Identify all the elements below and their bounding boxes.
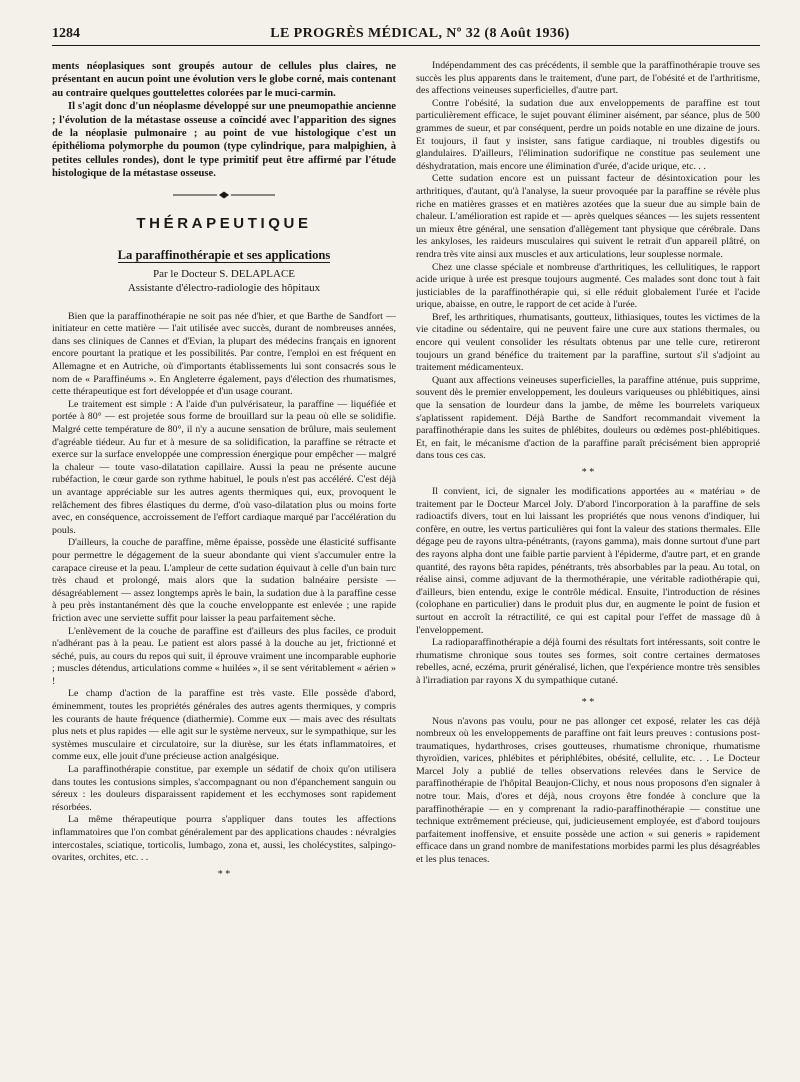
- article-paragraph: Il convient, ici, de signaler les modifications apportées au « matériau » de traitement par le Docteur Marcel Joly. D'abord l'incorporation à la paraffine de sels radioactifs divers, tout en lui laissant les propriétés que nous venons d'indiquer, lui confère, en outre, les vertus particulières qui font la valeur des stations thermales. Elle dégage peu de rayons ultra-pénétrants, (rayons gamma), mais donne surtout d'une part des rayons alpha dont une faible partie parvient à l'épiderme, d'autre part, et en grande quantité, des rayons bêta rapides, pénétrants, très absorbables par la peau. Au total, on réalise ainsi, comme adjuvant de la thermothérapie, une véritable radiothérapie qui, d'ailleurs, bien entendu, exige le contrôle médical. Ensuite, l'introduction de résines (colophane en particulier) dans le produit plus dur, en augmente le point de fusion et surtout en accroît la rétractilité, ce qui est capital pour l'effet de massage dû à l'enveloppement.: [416, 486, 760, 636]
- author-affiliation: Assistante d'électro-radiologie des hôpitaux: [127, 281, 321, 294]
- article-paragraph: Bref, les arthritiques, rhumatisants, goutteux, lithiasiques, toutes les victimes de la vie citadine ou sédentaire, qui ne peuvent faire une cure aux stations thermales, ou encore qui veulent consolider les résultats obtenus par une telle cure, retireront toujours un grand bénéfice du traitement par la paraffine, surtout s'il s'adjoint au traitement médicamenteux.: [416, 311, 760, 374]
- article-paragraph: Cette sudation encore est un puissant facteur de désintoxication pour les arthritiques, d'autant, qu'à l'analyse, la sueur provoquée par la paraffine se révèle plus riche en matières grasses et en matières azotées que la sueur due au simple bain de chaleur. L'amélioration est rapide et — après quelques séances — les sujets ressentent un mieux être général, une sensation d'allègement tant physique que cérébrale. Dans les ankyloses, les raideurs musculaires qui suivent le retrait d'un appareil plâtré, on rendra très vite ainsi aux muscles et aux articulations, leur souplesse normale.: [416, 173, 760, 260]
- text-columns: [52, 60, 760, 1066]
- article-paragraph: L'enlèvement de la couche de paraffine est d'ailleurs des plus faciles, ce produit n'adhérant pas à la peau. Le patient est alors passé à la douche au jet, frictionné et séché, puis, au cours du repos qui suit, il éprouve vraiment une incomparable euphorie ; muscles détendus, articulations comme « huilées », il se sent véritablement « aérien » !: [52, 625, 396, 687]
- right-column: [416, 60, 760, 1066]
- article-title: La paraffinothérapie et ses applications: [117, 247, 331, 262]
- page-header: [52, 20, 760, 46]
- author-line: Par le Docteur S. DELAPLACE: [152, 267, 296, 280]
- article-paragraph: D'ailleurs, la couche de paraffine, même épaisse, possède une élasticité suffisante pour permettre le dégagement de la sueur abondante qui vient s'accumuler entre la carapace cireuse et la peau. L'ampleur de cette sudation équivaut à celle d'un bain turc très chaud et prolongé, mais alors que la sudation balnéaire persiste — désagréablement — assez longtemps après le bain, la sudation due à la paraffine cesse à peu près instantanément dès que la couche enveloppante est enlevée ; une rapide friction avec une serviette suffit pour laisser la peau parfaitement sèche.: [52, 537, 396, 624]
- article-paragraph: La paraffinothérapie constitue, par exemple un sédatif de choix qu'on utilisera dans toutes les contusions simples, s'accompagnant ou non d'épanchement sanguin ou séreux : les douleurs disparaissent rapidement et les ecchymoses sont rapidement résorbées.: [52, 764, 396, 813]
- section-stars: * *: [581, 696, 595, 708]
- continued-paragraph-2: Il s'agit donc d'un néoplasme développé sur une pneumopathie ancienne ; l'évolution de la métastase osseuse a coïncidé avec l'apparition des signes de la néoplasie pulmonaire ; au point de vue histologique c'est un épithélioma polymorphe du poumon (type cylindrique, para malpighien, à petites cellules rondes), dont le type primitif peut être affirmé par l'étude histologique de la métastase osseuse.: [52, 101, 396, 180]
- article-paragraph: Chez une classe spéciale et nombreuse d'arthritiques, les cellulitiques, le rapport acide urique à urée est presque toujours augmenté. Ces malades sont donc tout à fait justiciables de la paraffinothérapie qui, si elle réduit globalement l'urée et l'acide urique, abaisse, en outre, le rapport de cet acide à l'urée.: [416, 261, 760, 311]
- ornament-rule-icon: [169, 190, 279, 200]
- article-paragraph: Le traitement est simple : A l'aide d'un pulvérisateur, la paraffine — liquéfiée et portée à 80° — est projetée sous forme de brouillard sur la peau où elle se solidifie. Malgré cette température de 80°, il n'y a aucune sensation de brûlure, mais seulement d'agréable tiédeur. Au fur et à mesure de sa solidification, la paraffine se rétracte et exerce sur la surface enveloppée une compression énergique pour empêcher — malgré la chaleur — toute vaso-dilatation capillaire. Aussi la peau ne présente aucune rubéfaction, le cœur garde son rythme habituel, le pouls n'est pas accéléré. C'est déjà un avantage appréciable sur les autres agents thermiques qui, eux, provoquent le relâchement des fibres élastiques du derme, d'où vaso-dilatation plus ou moins forte avec, en conséquence, accroissement de l'effort cardiaque marqué par l'accélération du pouls.: [52, 398, 396, 536]
- article-paragraph: Bien que la paraffinothérapie ne soit pas née d'hier, et que Barthe de Sandfort — initiateur en cette matière — l'ait utilisée avec succès, durant de nombreuses années, dans ses cliniques de Cannes et d'Evian, la plupart des médecins français en ignorent encore pourtant la pratique et les possibilités. Par contre, l'emploi en est fréquent en Allemagne et en Autriche, où d'importants établissements lui sont consacrés sous le nom de « Paraffinéums ». En Angleterre également, pays d'élection des rhumatismes, cette thérapeutique est fort développée et d'un usage courant.: [52, 310, 396, 398]
- article-paragraph: Nous n'avons pas voulu, pour ne pas allonger cet exposé, relater les cas déjà nombreux où les enveloppements de paraffine ont fait leurs preuves : contusions post-traumatiques, hydarthroses, crises goutteuses, rhumatisme chronique, rhumatisme thyroïdien, varices, phlébites et périphlébites, obésité, cellulite, etc. . . Le Docteur Marcel Joly a publié de telles observations relevées dans le Service de paraffinothérapie de l'hôpital Beaujon-Clichy, et nous nous proposons d'en signaler à notre tour. Mais, d'ores et déjà, nous croyons être fondée à conclure que la paraffinothérapie — en y comprenant la radio-paraffinothérapie — constitue une technique extrêmement précieuse, qui, judicieusement employée, est d'abord toujours parfaitement inoffensive, et ensuite possède une action « sui generis » rapidement efficace dans un grand nombre de manifestations morbides parmi les plus désagréables et les plus tenaces.: [416, 715, 760, 866]
- section-stars: * *: [581, 467, 595, 478]
- article-paragraph: Contre l'obésité, la sudation due aux enveloppements de paraffine est tout particulièrement efficace, le sujet pouvant éliminer aisément, par séance, plus de 500 grammes de sueur, et par conséquent, perdre un poids notable en une dizaine de jours. Et toujours, il faut y insister, sans fatigue cardiaque, ni troubles digestifs ou glandulaires. D'ailleurs, l'élimination sudorifique ne constitue pas seulement une déshydratation, mais encore une élimination d'urée, d'acide urique, etc. . .: [416, 97, 760, 172]
- article-paragraph: La radioparaffinothérapie a déjà fourni des résultats fort intéressants, soit contre le rhumatisme chronique sous toutes ses formes, soit contre certaines dermatoses rebelles, acné, eczéma, prurit généralisé, lichen, que l'expérience montre très sensibles à l'irradiation par rayons X du sympathique cutané.: [416, 637, 760, 686]
- continued-paragraph-1: ments néoplasiques sont groupés autour de cellules plus claires, ne présentant en aucun point une évolution vers le globe corné, mais contenant au contraire quelques gouttelettes colorées par le muci-carmin.: [52, 61, 396, 99]
- section-stars: * *: [217, 868, 231, 880]
- section-divider-ornament: [52, 187, 396, 205]
- article-paragraph: Le champ d'action de la paraffine est très vaste. Elle possède d'abord, éminemment, toutes les propriétés générales des autres agents thermiques, y compris les courants de haute fréquence (diathermie). Comme eux — mais avec des résultats plus nets et plus rapides — elle agit sur le système nerveux, sur le sympathique, sur les systèmes musculaire et circulatoire, sur la diurèse, sur les états inflammatoires, et comme eux, elle jouit d'une précieuse action analgésique.: [52, 688, 396, 763]
- article-paragraph: La même thérapeutique pourra s'appliquer dans toutes les affections inflammatoires que l'on combat généralement par des applications chaudes : névralgies intercostales, sciatique, torticolis, lumbago, zona et, aussi, les cholécystites, salpingo-ovarites, orchites, etc. . .: [52, 814, 396, 864]
- journal-title: LE PROGRÈS MÉDICAL, Nº 32 (8 Août 1936): [270, 26, 570, 41]
- section-title: THÉRAPEUTIQUE: [136, 214, 312, 232]
- article-paragraph: Indépendamment des cas précédents, il semble que la paraffinothérapie trouve ses succès les plus apparents dans le traitement, d'une part, de l'obésité et de l'arthritisme, des affections veineuses superficielles, d'autre part.: [416, 60, 760, 97]
- article-paragraph: Quant aux affections veineuses superficielles, la paraffine atténue, puis supprime, souvent dès le premier enveloppement, les douleurs variqueuses ou phlébitiques, ainsi que la sensation de lourdeur dans la jambe, de même les bourrelets variqueux s'aplatissent rapidement. Déjà Barthe de Sandfort recommandait vivement la paraffinothérapie dans les suites de phlébites, douleurs ou œdèmes post-phlébitiques. Et, en fait, le mécanisme d'action de la paraffine paraît précisément bien approprié dans tous ces cas.: [416, 374, 760, 462]
- left-column: [52, 60, 396, 1066]
- page-number: 1284: [52, 26, 80, 41]
